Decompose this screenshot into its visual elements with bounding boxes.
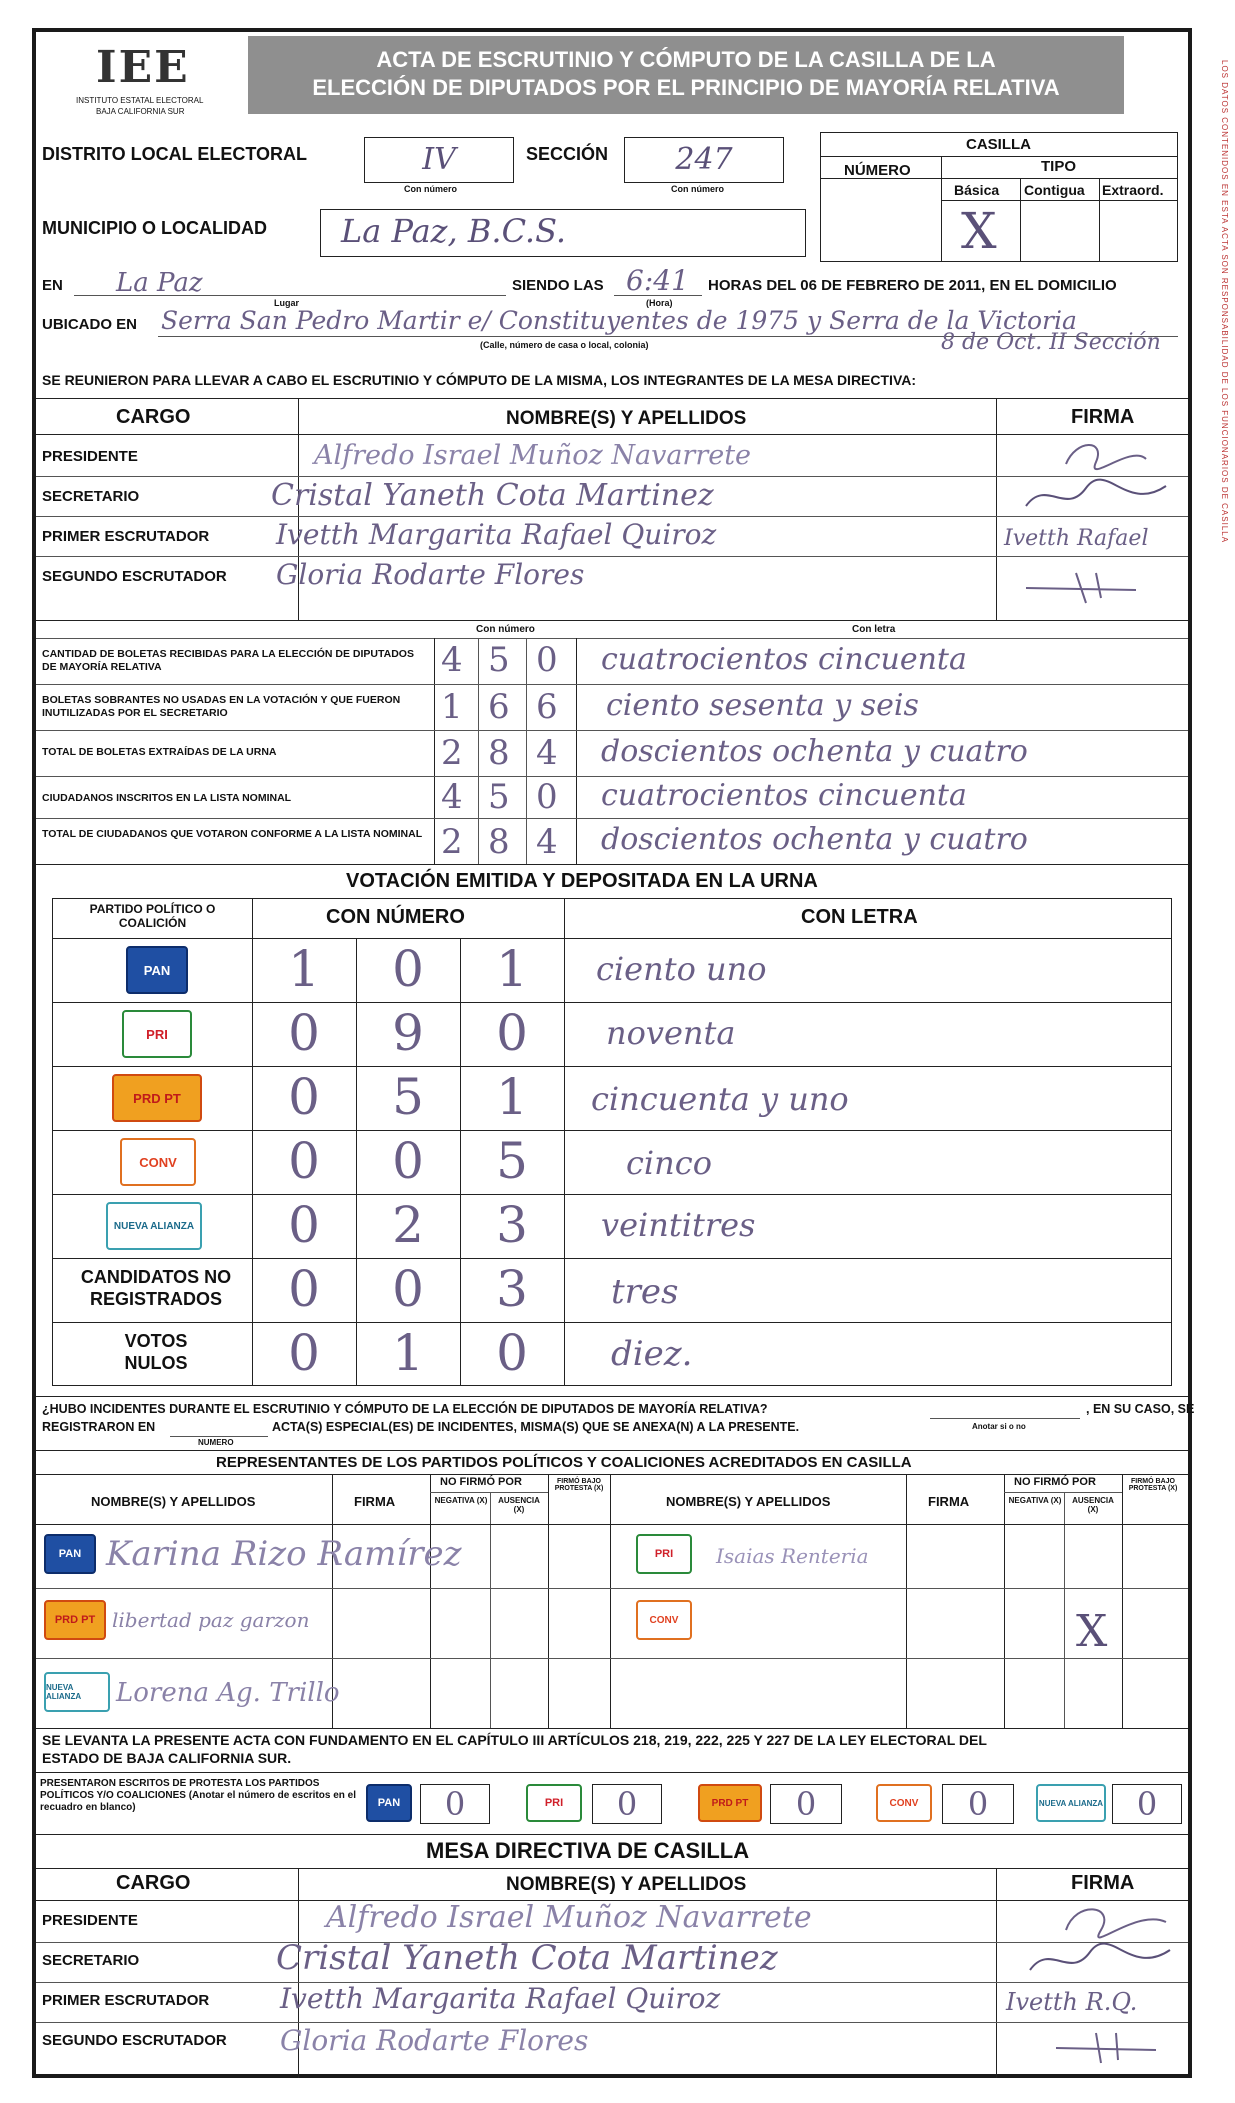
voto-6-d2[interactable]: 1 [392, 1324, 424, 1382]
mesa2-title: MESA DIRECTIVA DE CASILLA [426, 1838, 750, 1863]
incidentes-line-2b: ACTA(S) ESPECIAL(ES) DE INCIDENTES, MISMA(S) QUE SE ANEXA(N) A LA PRESENTE. [272, 1420, 800, 1434]
basica-label: Básica [954, 182, 1000, 198]
extraord-label: Extraord. [1102, 182, 1164, 198]
boleta-0-d2[interactable]: 5 [488, 640, 510, 680]
boleta-3-d2[interactable]: 5 [488, 777, 510, 817]
anotar-caption: Anotar si o no [972, 1422, 1026, 1431]
incidentes-line-1: ¿HUBO INCIDENTES DURANTE EL ESCRUTINIO Y CÓMPUTO DE LA ELECCIÓN DE DIPUTADOS DE MAYORÍA RELATIVA? [42, 1402, 768, 1416]
numero-head: CON NÚMERO [326, 906, 465, 928]
voto-4-d2[interactable]: 2 [392, 1196, 424, 1254]
protesta-convergencia-value: 0 [967, 1785, 989, 1823]
distrito-caption: Con número [404, 184, 457, 194]
lugar-caption: Lugar [274, 298, 300, 308]
voto-5-d3[interactable]: 3 [496, 1260, 528, 1318]
org-name-1: INSTITUTO ESTATAL ELECTORAL [76, 96, 204, 105]
mesa1-signature-3 [1016, 568, 1156, 608]
mesa1-cargo-head: CARGO [116, 406, 191, 428]
distrito-label: DISTRITO LOCAL ELECTORAL [42, 144, 308, 164]
mesa1-signature-0 [1036, 434, 1176, 474]
mesa2-nombre-1[interactable]: Cristal Yaneth Cota Martinez [276, 1938, 778, 1978]
boletas-letra-head: Con letra [852, 624, 896, 635]
voto-1-letra[interactable]: noventa [606, 1014, 736, 1052]
incidentes-line-2a: REGISTRARON EN [42, 1420, 156, 1434]
ubicado-value-2[interactable]: 8 de Oct. II Sección [941, 330, 1161, 355]
voto-3-d3[interactable]: 5 [496, 1132, 528, 1190]
voto-0-d1[interactable]: 1 [288, 940, 320, 998]
acta-sheet [32, 28, 1195, 2078]
title-line-2: ELECCIÓN DE DIPUTADOS POR EL PRINCIPIO DE MAYORÍA RELATIVA [312, 75, 1060, 100]
boleta-label-1: BOLETAS SOBRANTES NO USADAS EN LA VOTACIÓN Y QUE FUERON INUTILIZADAS POR EL SECRETARIO [42, 694, 401, 719]
boleta-label-0: CANTIDAD DE BOLETAS RECIBIDAS PARA LA ELECCIÓN DE DIPUTADOS DE MAYORÍA RELATIVA [42, 648, 414, 673]
mesa2-cargo-1: SECRETARIO [42, 1952, 140, 1969]
hora-value[interactable]: 6:41 [626, 264, 689, 297]
voto-2-d2[interactable]: 5 [392, 1068, 424, 1126]
protesta-pri-value: 0 [616, 1785, 638, 1823]
boleta-1-letra[interactable]: ciento sesenta y seis [606, 688, 919, 723]
seccion-value: 247 [675, 142, 733, 177]
rep-right-ausencia-head: AUSENCIA (X) [1072, 1496, 1114, 1514]
mesa1-nombre-0[interactable]: Alfredo Israel Muñoz Navarrete [314, 440, 752, 471]
voto-2-letra[interactable]: cincuenta y uno [591, 1080, 849, 1118]
letra-head: CON LETRA [801, 906, 918, 928]
boleta-label-3: CIUDADANOS INSCRITOS EN LA LISTA NOMINAL [42, 792, 292, 804]
rep-left-firma-head: FIRMA [354, 1494, 396, 1509]
mesa1-cargo-1: SECRETARIO [42, 488, 140, 505]
mesa2-nombre-2[interactable]: Ivetth Margarita Rafael Quiroz [280, 1982, 721, 2015]
voto-4-d3[interactable]: 3 [496, 1196, 528, 1254]
mesa2-nombre-0[interactable]: Alfredo Israel Muñoz Navarrete [326, 1900, 812, 1935]
mesa2-signature-0 [1046, 1900, 1186, 1940]
voto-0-d3[interactable]: 1 [496, 940, 528, 998]
boleta-1-d2[interactable]: 6 [488, 687, 510, 727]
numero-label: NÚMERO [844, 162, 911, 179]
protesta-label: PRESENTARON ESCRITOS DE PROTESTA LOS PARTIDOS POLÍTICOS Y/O COALICIONES (Anotar el número de escritos en el recuadro en blanco) [40, 1778, 356, 1813]
municipio-value: La Paz, B.C.S. [341, 212, 567, 250]
iee-logo [76, 40, 226, 120]
protesta-prd-pt-icon: PRD PT [698, 1784, 762, 1822]
mesa2-cargo-head: CARGO [116, 1872, 191, 1894]
casilla-label: CASILLA [966, 136, 1031, 153]
pri-logo-icon: PRI [122, 1010, 192, 1058]
mesa2-cargo-3: SEGUNDO ESCRUTADOR [42, 2032, 227, 2049]
voto-0-letra[interactable]: ciento uno [596, 950, 767, 988]
pan-logo-icon: PAN [126, 946, 188, 994]
boleta-4-d2[interactable]: 8 [488, 822, 510, 862]
distrito-field[interactable] [364, 137, 514, 183]
rep-right-nofirmo-head: NO FIRMÓ POR [1014, 1476, 1096, 1488]
rep-right-mark-1[interactable]: X [1076, 1606, 1108, 1657]
boleta-3-d1[interactable]: 4 [441, 777, 463, 817]
voto-5-d2[interactable]: 0 [392, 1260, 424, 1318]
voto-3-d2[interactable]: 0 [392, 1132, 424, 1190]
rep-pri-icon: PRI [636, 1534, 692, 1574]
siendo-label: SIENDO LAS [512, 277, 604, 294]
seccion-label: SECCIÓN [526, 144, 609, 164]
rep-right-nombre-0[interactable]: Isaias Renteria [716, 1544, 869, 1568]
protesta-nueva-alianza-value: 0 [1136, 1785, 1158, 1823]
rep-right-negativa-head: NEGATIVA (X) [1008, 1496, 1062, 1505]
sidebar-note: LOS DATOS CONTENIDOS EN ESTA ACTA SON RESPONSABILIDAD DE LOS FUNCIONARIOS DE CASILLA [1220, 60, 1229, 544]
ubicado-value[interactable]: Serra San Pedro Martir e/ Constituyentes de 1975 y Serra de la Victoria [161, 306, 1077, 335]
protesta-nueva-alianza-icon: NUEVA ALIANZA [1036, 1784, 1106, 1822]
protesta-convergencia-icon: CONV [876, 1784, 932, 1822]
voto-3-letra[interactable]: cinco [626, 1144, 712, 1182]
basica-mark[interactable]: X [961, 202, 997, 260]
fundamento-line-2: ESTADO DE BAJA CALIFORNIA SUR. [42, 1750, 292, 1766]
boleta-1-d1[interactable]: 1 [441, 687, 463, 727]
en-value[interactable]: La Paz [116, 268, 203, 298]
fundamento-line-1: SE LEVANTA LA PRESENTE ACTA CON FUNDAMENTO EN EL CAPÍTULO III ARTÍCULOS 218, 219, 222, 225 Y 227 DE LA LEY ELECTORAL DEL [42, 1732, 987, 1748]
incidentes-line-1-end: , EN SU CASO, SE [1086, 1402, 1195, 1416]
mesa2-signature-1 [1020, 1942, 1180, 1982]
mesa1-nombre-2[interactable]: Ivetth Margarita Rafael Quiroz [276, 518, 717, 551]
protesta-prd-pt-value: 0 [795, 1785, 817, 1823]
boleta-4-letra[interactable]: doscientos ochenta y cuatro [601, 822, 1028, 857]
nueva-alianza-logo-icon: NUEVA ALIANZA [106, 1202, 202, 1250]
voto-6-d1[interactable]: 0 [288, 1324, 320, 1382]
voto-4-letra[interactable]: veintitres [601, 1206, 756, 1244]
mesa1-nombre-1[interactable]: Cristal Yaneth Cota Martinez [271, 478, 714, 513]
boleta-0-d1[interactable]: 4 [441, 640, 463, 680]
voto-4-d1[interactable]: 0 [288, 1196, 320, 1254]
representantes-title: REPRESENTANTES DE LOS PARTIDOS POLÍTICOS Y COALICIONES ACREDITADOS EN CASILLA [216, 1454, 912, 1471]
rep-left-nombre-2[interactable]: Lorena Ag. Trillo [116, 1678, 340, 1708]
hora-caption: (Hora) [646, 298, 673, 308]
domicilio-caption: (Calle, número de casa o local, colonia) [480, 340, 649, 350]
boleta-2-letra[interactable]: doscientos ochenta y cuatro [601, 734, 1028, 769]
distrito-value: IV [422, 142, 456, 177]
protesta-pan-value: 0 [444, 1785, 466, 1823]
boleta-2-d3[interactable]: 4 [536, 733, 558, 773]
votos-nulos-label: VOTOS NULOS [124, 1331, 188, 1373]
mesa2-signature-3 [1046, 2028, 1166, 2068]
title-line-1: ACTA DE ESCRUTINIO Y CÓMPUTO DE LA CASILLA DE LA [376, 47, 996, 72]
mesa1-signature-1 [1016, 478, 1176, 518]
boleta-3-d3[interactable]: 0 [536, 777, 558, 817]
mesa1-nombre-head: NOMBRE(S) Y APELLIDOS [506, 408, 747, 429]
mesa2-signature-2: Ivetth R.Q. [1006, 1988, 1138, 2016]
contigua-label: Contigua [1024, 182, 1085, 198]
mesa2-cargo-2: PRIMER ESCRUTADOR [42, 1992, 210, 2009]
protesta-pan-icon: PAN [366, 1784, 412, 1822]
mesa1-firma-head: FIRMA [1071, 406, 1135, 428]
voto-2-d1[interactable]: 0 [288, 1068, 320, 1126]
rep-left-ausencia-head: AUSENCIA (X) [498, 1496, 540, 1514]
mesa1-cargo-3: SEGUNDO ESCRUTADOR [42, 568, 227, 585]
boleta-1-d3[interactable]: 6 [536, 687, 558, 727]
numero-caption: NUMERO [198, 1438, 234, 1447]
protesta-pri-field[interactable] [592, 1784, 662, 1824]
voto-5-letra[interactable]: tres [611, 1272, 679, 1312]
protesta-pri-icon: PRI [526, 1784, 582, 1822]
reunieron-text: SE REUNIERON PARA LLEVAR A CABO EL ESCRUTINIO Y CÓMPUTO DE LA MISMA, LOS INTEGRANTES DE LA MESA DIRECTIVA: [42, 372, 917, 388]
mesa2-firma-head: FIRMA [1071, 1872, 1135, 1894]
rep-prd-pt-icon: PRD PT [44, 1600, 106, 1640]
voto-3-d1[interactable]: 0 [288, 1132, 320, 1190]
mesa1-cargo-2: PRIMER ESCRUTADOR [42, 528, 210, 545]
protesta-prd-pt-field[interactable] [770, 1784, 842, 1824]
voto-0-d2[interactable]: 0 [392, 940, 424, 998]
rep-left-negativa-head: NEGATIVA (X) [434, 1496, 488, 1505]
protesta-pan-field[interactable] [420, 1784, 490, 1824]
rep-convergencia-icon: CONV [636, 1600, 692, 1640]
voto-6-d3[interactable]: 0 [496, 1324, 528, 1382]
tipo-label: TIPO [1041, 158, 1077, 175]
voto-5-d1[interactable]: 0 [288, 1260, 320, 1318]
boleta-2-d1[interactable]: 2 [441, 733, 463, 773]
fecha-text: HORAS DEL 06 DE FEBRERO DE 2011, EN EL DOMICILIO [708, 277, 1117, 294]
iee-logo-mark: IEE [96, 42, 190, 93]
seccion-field[interactable] [624, 137, 784, 183]
rep-right-nombre-head: NOMBRE(S) Y APELLIDOS [666, 1494, 831, 1509]
votacion-title: VOTACIÓN EMITIDA Y DEPOSITADA EN LA URNA [346, 870, 818, 892]
boleta-4-d3[interactable]: 4 [536, 822, 558, 862]
municipio-label: MUNICIPIO O LOCALIDAD [42, 218, 267, 238]
rep-left-protesta-head: FIRMÓ BAJO PROTESTA (X) [554, 1478, 604, 1492]
rep-right-protesta-head: FIRMÓ BAJO PROTESTA (X) [1128, 1478, 1178, 1492]
convergencia-logo-icon: CONV [120, 1138, 196, 1186]
mesa1-signature-2: Ivetth Rafael [1004, 526, 1149, 551]
protesta-convergencia-field[interactable] [942, 1784, 1014, 1824]
rep-right-firma-head: FIRMA [928, 1494, 970, 1509]
voto-1-d2[interactable]: 9 [392, 1004, 424, 1062]
rep-left-nofirmo-head: NO FIRMÓ POR [440, 1476, 522, 1488]
rep-left-nombre-0[interactable]: Karina Rizo Ramírez [106, 1534, 462, 1574]
boleta-2-d2[interactable]: 8 [488, 733, 510, 773]
voto-1-d1[interactable]: 0 [288, 1004, 320, 1062]
prd-pt-logo-icon: PRD PT [112, 1074, 202, 1122]
voto-6-letra[interactable]: diez. [611, 1334, 693, 1374]
boleta-label-2: TOTAL DE BOLETAS EXTRAÍDAS DE LA URNA [42, 746, 277, 758]
en-label: EN [42, 277, 63, 294]
no-registrados-label: CANDIDATOS NO REGISTRADOS [80, 1267, 232, 1309]
municipio-field[interactable] [320, 209, 806, 257]
boleta-4-d1[interactable]: 2 [441, 822, 463, 862]
mesa1-cargo-0: PRESIDENTE [42, 448, 138, 465]
voto-2-d3[interactable]: 1 [496, 1068, 528, 1126]
boleta-label-4: TOTAL DE CIUDADANOS QUE VOTARON CONFORME A LA LISTA NOMINAL [42, 828, 423, 840]
protesta-nueva-alianza-field[interactable] [1112, 1784, 1182, 1824]
seccion-caption: Con número [671, 184, 724, 194]
boletas-numero-head: Con número [476, 624, 535, 635]
ubicado-label: UBICADO EN [42, 316, 138, 333]
voto-1-d3[interactable]: 0 [496, 1004, 528, 1062]
rep-left-nombre-1[interactable]: libertad paz garzon [112, 1608, 310, 1632]
title-banner [248, 36, 1124, 114]
mesa2-nombre-3[interactable]: Gloria Rodarte Flores [280, 2024, 589, 2057]
rep-pan-icon: PAN [44, 1534, 96, 1574]
partido-head: PARTIDO POLÍTICO O COALICIÓN [89, 902, 216, 930]
org-name-2: BAJA CALIFORNIA SUR [96, 107, 185, 116]
boleta-3-letra[interactable]: cuatrocientos cincuenta [601, 778, 967, 813]
rep-left-nombre-head: NOMBRE(S) Y APELLIDOS [91, 1494, 256, 1509]
rep-nueva-alianza-icon: NUEVA ALIANZA [44, 1672, 110, 1712]
mesa2-cargo-0: PRESIDENTE [42, 1912, 138, 1929]
boleta-0-d3[interactable]: 0 [536, 640, 558, 680]
boleta-0-letra[interactable]: cuatrocientos cincuenta [601, 642, 967, 677]
mesa2-nombre-head: NOMBRE(S) Y APELLIDOS [506, 1874, 747, 1895]
mesa1-nombre-3[interactable]: Gloria Rodarte Flores [276, 558, 585, 591]
